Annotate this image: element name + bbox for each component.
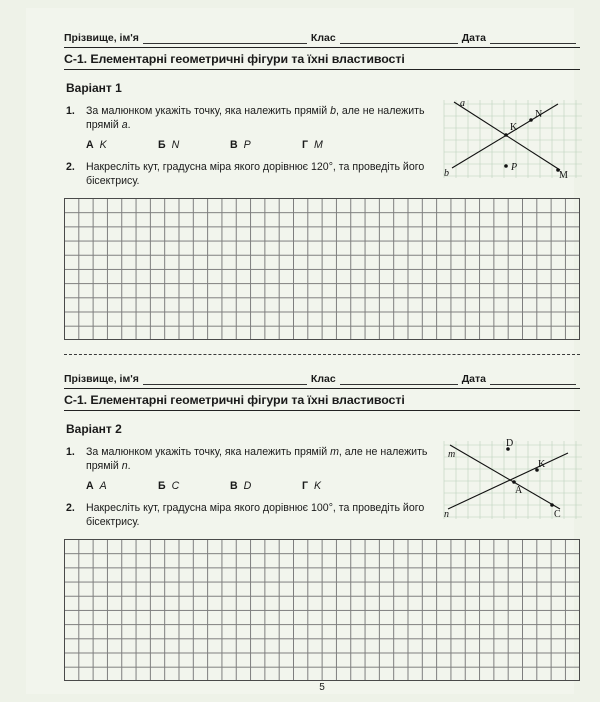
answer-option-2-c[interactable] [230, 480, 302, 492]
svg-text:N: N [535, 109, 543, 120]
task-line-m: m [330, 446, 339, 458]
answer-value-2-d: K [314, 480, 322, 492]
task-number-2-2: 2. [66, 502, 75, 514]
name-label-2: Прізвище, ім'я [64, 373, 139, 385]
task-text-1-2: Накресліть кут, градусна міра якого дорівнює 120°, та проведіть його бісектрису. [86, 161, 425, 187]
date-label-1: Дата [461, 32, 486, 44]
svg-text:A: A [515, 485, 523, 496]
task-text-2-1c: . [127, 460, 131, 472]
answer-value-1-c: P [243, 139, 251, 151]
header-rule-1 [64, 47, 580, 48]
svg-text:m: m [448, 449, 456, 460]
task-1-2 [64, 160, 446, 188]
answer-grid-1[interactable] [64, 198, 580, 340]
answer-letter-2-a: А [86, 480, 94, 492]
answer-letter-2-b: Б [158, 480, 166, 492]
answer-value-2-b: C [171, 480, 180, 492]
answer-value-1-b: N [171, 139, 180, 151]
task-number-1-2: 2. [66, 161, 75, 173]
answer-option-2-a[interactable] [86, 480, 158, 492]
name-write-line-2[interactable] [143, 373, 307, 385]
task-text-2-1a: За малюнком укажіть точку, яка належить прямій [86, 446, 331, 458]
svg-text:D: D [506, 438, 514, 449]
date-write-line-2[interactable] [490, 373, 576, 385]
svg-text:K: K [510, 122, 518, 133]
answer-option-2-b[interactable] [158, 480, 230, 492]
answer-option-1-a[interactable] [86, 139, 158, 151]
task-line-a: a [121, 119, 128, 131]
answer-letter-1-b: Б [158, 139, 166, 151]
section-title-1: С-1. Елементарні геометричні фігури та їхні властивості [64, 52, 405, 66]
task-line-n: n [121, 460, 128, 472]
date-write-line-1[interactable] [490, 32, 576, 44]
date-label-2: Дата [461, 373, 486, 385]
task-text-1-1c: . [127, 119, 131, 131]
task-2-2 [64, 501, 446, 529]
answer-letter-2-d: Г [302, 480, 309, 492]
task-number-2-1: 1. [66, 446, 75, 458]
svg-text:a: a [460, 98, 465, 109]
svg-text:n: n [444, 509, 449, 520]
answer-value-2-a: A [99, 480, 107, 492]
variant-separator [64, 354, 580, 355]
worksheet-content [64, 28, 588, 693]
answer-letter-1-d: Г [302, 139, 309, 151]
class-write-line-1[interactable] [340, 32, 458, 44]
task-1-1 [64, 104, 446, 132]
svg-text:P: P [511, 162, 518, 173]
task-text-2-1b: , але не належить прямій [86, 446, 428, 472]
answer-value-2-c: D [243, 480, 252, 492]
answer-option-2-d[interactable] [302, 480, 374, 492]
svg-text:M: M [559, 170, 568, 181]
task-text-1-1b: , але не належить прямій [86, 105, 425, 131]
class-write-line-2[interactable] [340, 373, 458, 385]
svg-text:b: b [444, 168, 449, 179]
class-label-2: Клас [310, 373, 336, 385]
answer-value-1-a: K [99, 139, 107, 151]
variant-title-2: Варіант 2 [66, 422, 122, 436]
answer-value-1-d: M [314, 139, 323, 151]
task-number-1-1: 1. [66, 105, 75, 117]
task-line-b: b [330, 105, 336, 117]
figure-variant-1 [436, 96, 588, 182]
section-title-2: С-1. Елементарні геометричні фігури та їхні властивості [64, 393, 405, 407]
identity-line-2 [64, 369, 580, 385]
class-label-1: Клас [310, 32, 336, 44]
header-rule-2 [64, 388, 580, 389]
answer-letter-2-c: В [230, 480, 238, 492]
name-write-line-1[interactable] [143, 32, 307, 44]
answer-letter-1-c: В [230, 139, 238, 151]
variant-title-1: Варіант 1 [66, 81, 122, 95]
section-rule-1 [64, 69, 580, 70]
page-number: 5 [319, 682, 325, 693]
answer-letter-1-a: А [86, 139, 94, 151]
section-rule-2 [64, 410, 580, 411]
task-2-1 [64, 445, 446, 473]
answer-grid-2[interactable] [64, 539, 580, 681]
figure-variant-2 [436, 437, 588, 523]
worksheet-paper [26, 8, 574, 694]
name-label-1: Прізвище, ім'я [64, 32, 139, 44]
task-text-2-2: Накресліть кут, градусна міра якого дорівнює 100°, та проведіть його бісектрису. [86, 502, 425, 528]
svg-text:K: K [538, 459, 546, 470]
answer-option-1-d[interactable] [302, 139, 374, 151]
identity-line-1 [64, 28, 580, 44]
task-text-1-1a: За малюнком укажіть точку, яка належить прямій [86, 105, 331, 117]
answer-option-1-b[interactable] [158, 139, 230, 151]
answer-option-1-c[interactable] [230, 139, 302, 151]
svg-text:C: C [554, 509, 561, 520]
